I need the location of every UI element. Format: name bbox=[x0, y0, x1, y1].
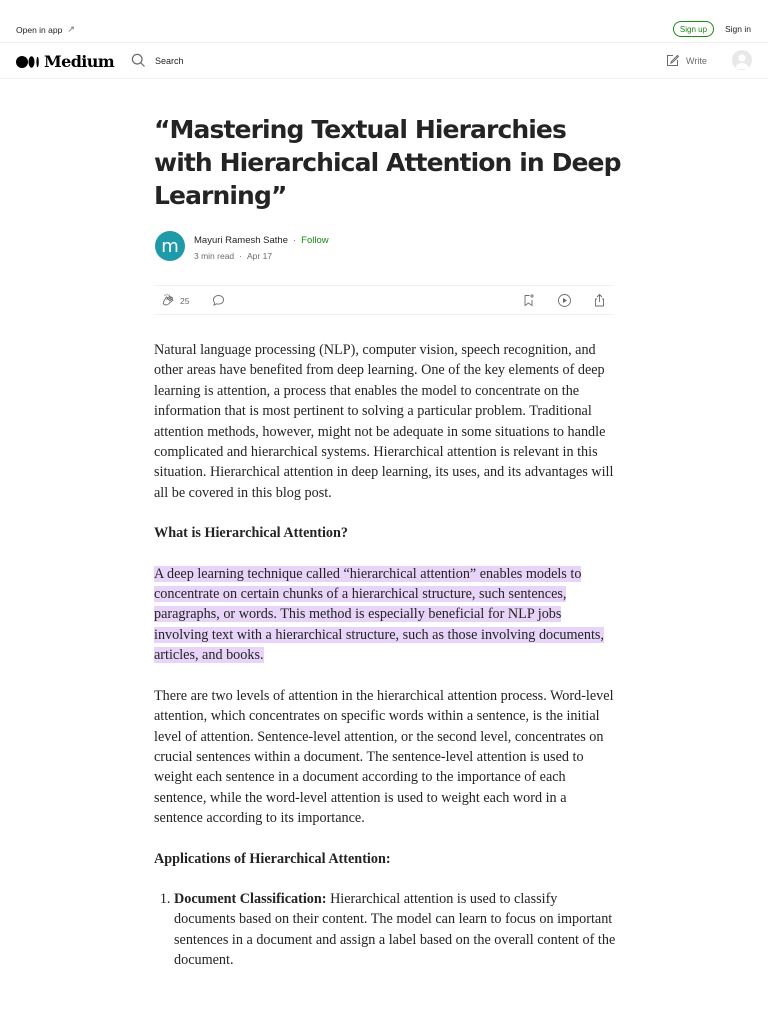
arrow-up-right-icon: ↗ bbox=[67, 24, 75, 34]
list-item bbox=[174, 889, 616, 971]
user-silhouette-icon bbox=[732, 50, 752, 70]
response-button[interactable] bbox=[211, 293, 226, 308]
section-heading: Applications of Hierarchical Attention: bbox=[154, 850, 391, 867]
clap-icon bbox=[160, 293, 175, 308]
applications-list bbox=[154, 889, 616, 971]
highlighted-text[interactable]: A deep learning technique called “hierarchical attention” enables models to concentrate on certain chunks of a hierarchical structure, such sentences, paragraphs, or words. This method is especially beneficial for NLP jobs involving text with a hierarchical structure, such as those involving documents, articles, and books. bbox=[154, 565, 604, 664]
list-item-term: Document Classification: bbox=[174, 890, 327, 907]
follow-button[interactable]: Follow bbox=[301, 235, 329, 246]
write-icon bbox=[665, 53, 680, 68]
comment-icon bbox=[211, 293, 226, 308]
separator-dot: · bbox=[292, 235, 297, 246]
play-icon bbox=[557, 293, 572, 308]
open-in-app-label: Open in app bbox=[16, 24, 63, 35]
search-input[interactable] bbox=[155, 56, 355, 66]
read-time: 3 min read bbox=[194, 251, 235, 261]
separator-dot: · bbox=[239, 251, 243, 261]
action-bar bbox=[154, 285, 614, 315]
paragraph-levels: There are two levels of attention in the hierarchical attention process. Word-level attention, which concentrates on specific words within a sentence, is the initial level of attention. Sentence-level attention, or the second level, concentrates on crucial sentences within a document. The sentence-level attention is used to weight each sentence in a document according to the importance of each sentence, while the word-level attention is used to weight each word in a sentence according to its importance. bbox=[154, 687, 614, 827]
section-heading: What is Hierarchical Attention? bbox=[154, 525, 349, 542]
write-label: Write bbox=[686, 55, 707, 66]
search-icon bbox=[131, 53, 146, 68]
sign-in-link[interactable]: Sign in bbox=[725, 24, 751, 34]
author-avatar[interactable]: m bbox=[155, 231, 185, 261]
navbar bbox=[0, 43, 768, 79]
open-in-app-link[interactable] bbox=[16, 24, 75, 35]
article-title: “Mastering Textual Hierarchies with Hierarchical Attention in Deep Learning” bbox=[154, 115, 621, 210]
author-name[interactable]: Mayuri Ramesh Sathe bbox=[194, 235, 288, 246]
top-strip bbox=[0, 0, 768, 43]
bookmark-add-icon bbox=[521, 293, 536, 308]
write-button[interactable] bbox=[665, 53, 707, 68]
clap-count: 25 bbox=[180, 295, 190, 306]
user-avatar[interactable] bbox=[732, 50, 752, 70]
share-icon bbox=[592, 293, 607, 308]
bookmark-button[interactable] bbox=[521, 293, 536, 308]
medium-logo[interactable] bbox=[16, 52, 114, 71]
listen-button[interactable] bbox=[557, 293, 572, 308]
article-body bbox=[154, 340, 616, 971]
author-line bbox=[194, 235, 329, 246]
share-button[interactable] bbox=[592, 293, 607, 308]
medium-logo-icon bbox=[16, 56, 40, 68]
publish-date: Apr 17 bbox=[247, 251, 273, 261]
medium-wordmark: Medium bbox=[44, 52, 115, 71]
article-meta bbox=[194, 251, 272, 261]
paragraph-intro: Natural language processing (NLP), computer vision, speech recognition, and other areas have benefited from deep learning. One of the key elements of deep learning is attention, a process that enables the model to concentrate on the information that is most pertinent to solving a particular problem. Traditional attention methods, however, might not be adequate in some situations to handle complicated and hierarchical systems. Hierarchical attention is relevant in this situation. Hierarchical attention in deep learning, its uses, and its advantages will all be covered in this blog post. bbox=[154, 342, 614, 501]
list-item-text: Hierarchical attention is used to classify documents based on their content. The model can learn to focus on important sentences in a document and assign a label based on the overall content of the document. bbox=[174, 890, 616, 969]
sign-up-button[interactable]: Sign up bbox=[673, 21, 714, 37]
search-bar[interactable] bbox=[131, 53, 355, 68]
paragraph-highlighted bbox=[154, 564, 616, 666]
clap-button[interactable] bbox=[160, 293, 189, 308]
